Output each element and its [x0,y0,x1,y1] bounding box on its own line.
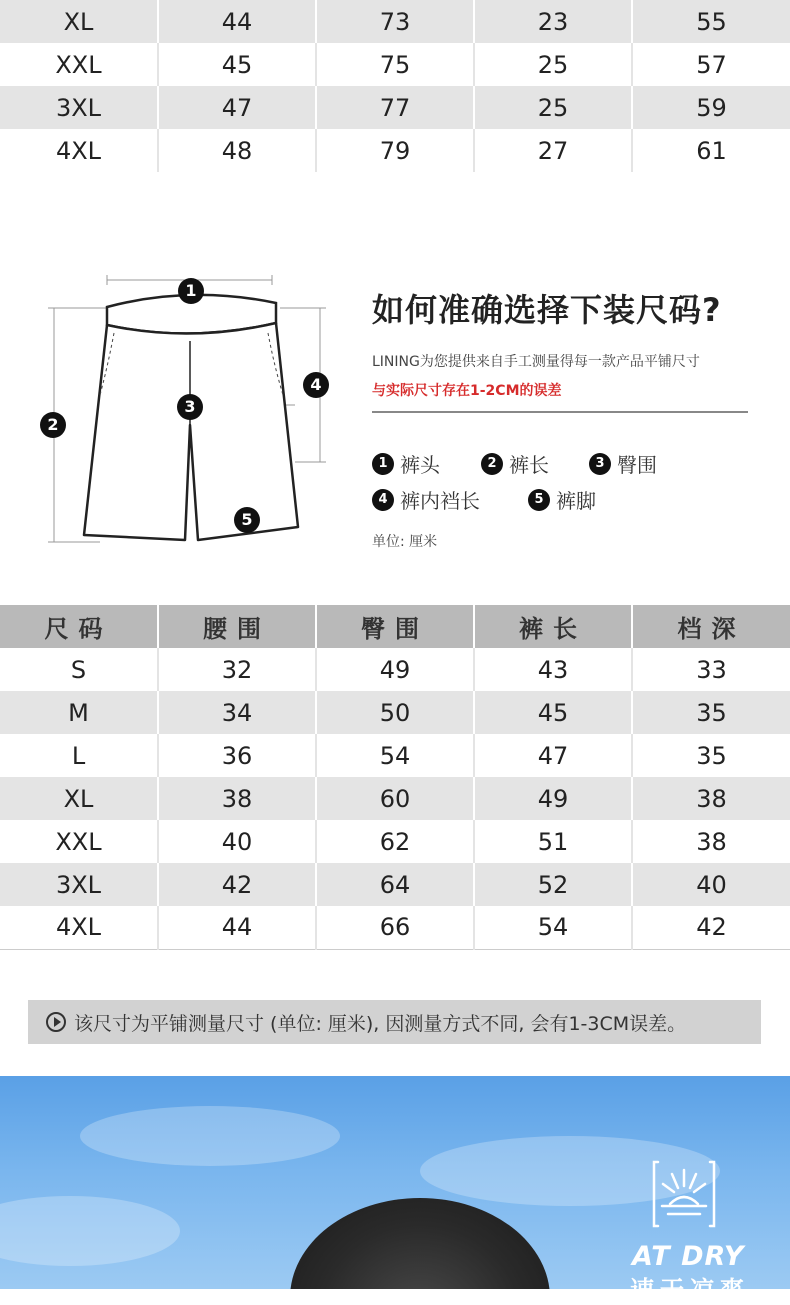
unit-note: 单位: 厘米 [372,534,438,550]
measure-cell: 44 [158,0,316,43]
legend-item-inseam [372,485,480,514]
measure-cell: 79 [316,129,474,172]
measure-cell: 49 [316,648,474,691]
size-cell: 3XL [0,863,158,906]
legend-number: 2 [481,453,503,475]
measure-cell: 50 [316,691,474,734]
measure-cell: 45 [158,43,316,86]
shorts-measurement-diagram [40,245,340,555]
measure-cell: 77 [316,86,474,129]
table-row [0,777,790,820]
cloud-shape [80,1106,340,1166]
legend-label: 裤内裆长 [400,489,480,513]
size-cell: 3XL [0,86,158,129]
table-row [0,734,790,777]
measure-cell: 55 [632,0,790,43]
measure-cell: 73 [316,0,474,43]
header-size: 尺码 [0,605,158,648]
size-cell: M [0,691,158,734]
measure-cell: 42 [158,863,316,906]
header-rise: 档深 [632,605,790,648]
measure-cell: 40 [158,820,316,863]
marker-2: 2 [40,412,66,438]
at-dry-label: AT DRY [632,1241,745,1272]
table-row [0,648,790,691]
legend-item-length [481,449,549,478]
measure-cell: 52 [474,863,632,906]
measure-cell: 36 [158,734,316,777]
measure-cell: 75 [316,43,474,86]
measure-cell: 47 [158,86,316,129]
measure-cell: 64 [316,863,474,906]
measure-cell: 49 [474,777,632,820]
top-size-table [0,0,790,172]
measurement-note-banner [28,1000,761,1044]
cloud-shape [0,1196,180,1266]
measure-cell: 66 [316,906,474,949]
marker-1: 1 [178,278,204,304]
table-header-row [0,605,790,648]
howto-description: LINING为您提供来自手工测量得每一款产品平铺尺寸 [372,354,700,370]
header-hip: 臀围 [316,605,474,648]
size-cell: XXL [0,820,158,863]
legend-number: 1 [372,453,394,475]
measure-cell: 60 [316,777,474,820]
measure-cell: 54 [474,906,632,949]
measurement-note-text: 该尺寸为平铺测量尺寸 (单位: 厘米), 因测量方式不同, 会有1-3CM误差。 [74,1012,687,1035]
size-cell: 4XL [0,129,158,172]
marker-3: 3 [177,394,203,420]
measure-cell: 23 [474,0,632,43]
measure-cell: 47 [474,734,632,777]
measure-cell: 59 [632,86,790,129]
size-cell: 4XL [0,906,158,949]
measure-cell: 48 [158,129,316,172]
divider [372,411,748,413]
table-row [0,0,790,43]
measure-cell: 44 [158,906,316,949]
size-cell: L [0,734,158,777]
measure-cell: 35 [632,691,790,734]
legend-label: 裤长 [509,453,549,477]
measure-cell: 25 [474,86,632,129]
legend-label: 裤头 [400,453,440,477]
header-waist: 腰围 [158,605,316,648]
size-cell: S [0,648,158,691]
measure-cell: 35 [632,734,790,777]
legend-label: 裤脚 [556,489,596,513]
model-head [290,1198,550,1289]
at-dry-logo-icon [652,1160,716,1228]
table-row [0,129,790,172]
pants-size-table [0,605,790,950]
header-length: 裤长 [474,605,632,648]
measure-cell: 38 [632,820,790,863]
measure-cell: 25 [474,43,632,86]
table-row [0,906,790,949]
measure-cell: 43 [474,648,632,691]
marker-5: 5 [234,507,260,533]
measure-cell: 57 [632,43,790,86]
size-cell: XXL [0,43,158,86]
size-cell: XL [0,777,158,820]
measure-cell: 62 [316,820,474,863]
table-row [0,820,790,863]
legend-item-waistband [372,449,440,478]
measure-cell: 27 [474,129,632,172]
measure-cell: 54 [316,734,474,777]
table-row [0,863,790,906]
legend-number: 3 [589,453,611,475]
measure-cell: 42 [632,906,790,949]
at-dry-subtitle: 速干凉爽 [630,1276,750,1304]
legend-item-hip [589,449,657,478]
table-row [0,43,790,86]
measure-cell: 32 [158,648,316,691]
measure-cell: 34 [158,691,316,734]
size-cell: XL [0,0,158,43]
legend-number: 4 [372,489,394,511]
howto-warning: 与实际尺寸存在1-2CM的误差 [372,383,562,399]
measure-cell: 38 [158,777,316,820]
legend-number: 5 [528,489,550,511]
table-row [0,691,790,734]
measure-cell: 38 [632,777,790,820]
legend-item-leg-opening [528,485,596,514]
legend-label: 臀围 [617,453,657,477]
measure-cell: 40 [632,863,790,906]
table-row [0,86,790,129]
measure-cell: 33 [632,648,790,691]
measure-cell: 61 [632,129,790,172]
howto-title: 如何准确选择下装尺码? [372,291,722,329]
measure-cell: 45 [474,691,632,734]
measure-cell: 51 [474,820,632,863]
play-icon [46,1012,66,1032]
marker-4: 4 [303,372,329,398]
